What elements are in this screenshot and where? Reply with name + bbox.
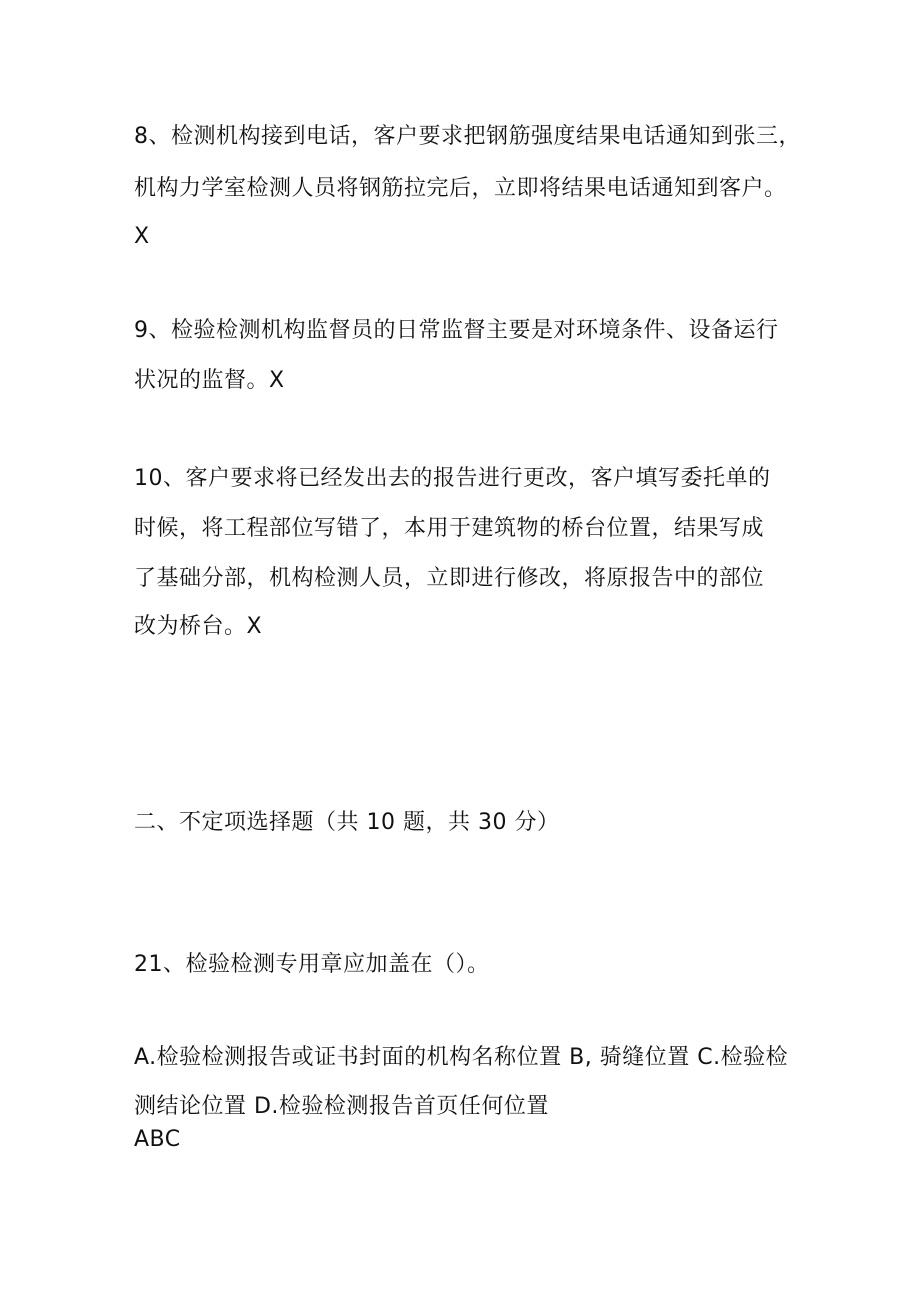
question-21-answer: ABC xyxy=(134,1127,181,1152)
question-21-options-line-2: 测结论位置 D.检验检测报告首页任何位置 xyxy=(134,1094,549,1119)
question-8-answer: X xyxy=(134,224,150,249)
question-21-options-line-1: A.检验检测报告或证书封面的机构名称位置 B, 骑缝位置 C.检验检 xyxy=(134,1045,789,1070)
question-8-line-1: 8、检测机构接到电话，客户要求把钢筋强度结果电话通知到张三， xyxy=(134,124,801,149)
question-9-line-1: 9、检验检测机构监督员的日常监督主要是对环境条件、设备运行 xyxy=(134,318,779,343)
question-10-line-3: 了基础分部，机构检测人员，立即进行修改，将原报告中的部位 xyxy=(134,566,765,591)
question-10-line-4: 改为桥台。X xyxy=(134,614,263,639)
section-heading: 二、不定项选择题（共 10 题，共 30 分） xyxy=(134,810,560,835)
question-21-stem: 21、检验检测专用章应加盖在（）。 xyxy=(134,952,490,977)
question-10-line-2: 时候，将工程部位写错了，本用于建筑物的桥台位置，结果写成 xyxy=(134,516,765,541)
question-8-line-2: 机构力学室检测人员将钢筋拉完后，立即将结果电话通知到客户。 xyxy=(134,176,787,201)
question-9-line-2: 状况的监督。X xyxy=(134,368,285,393)
question-10-line-1: 10、客户要求将已经发出去的报告进行更改，客户填写委托单的 xyxy=(134,466,771,491)
